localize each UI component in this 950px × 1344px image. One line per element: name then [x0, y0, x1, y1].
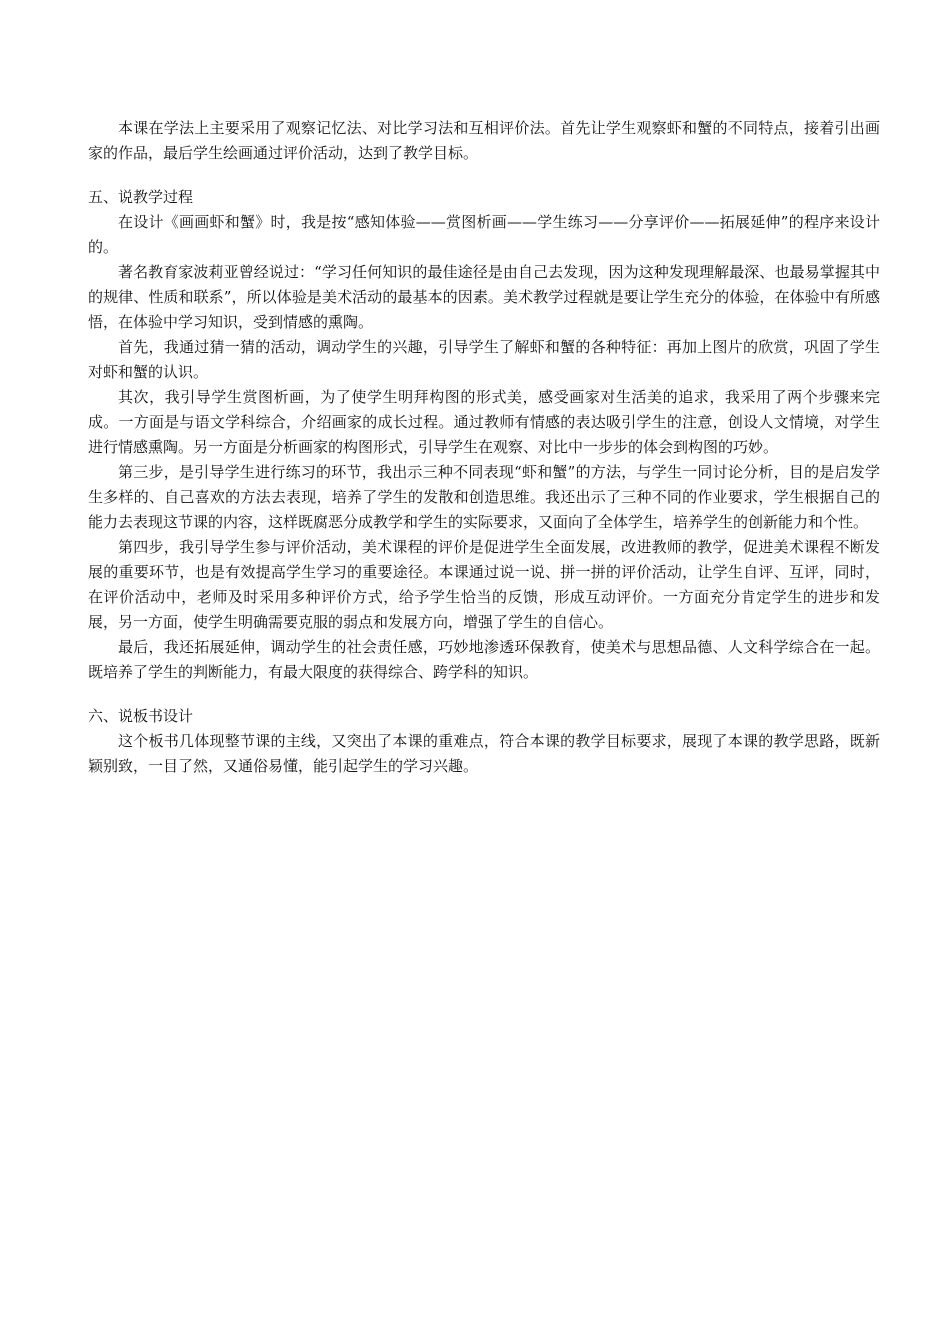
section5-paragraph-2: 著名教育家波莉亚曾经说过：“学习任何知识的最佳途径是由自己去发现，因为这种发现理解最深、也最易掌握其中的规律、性质和联系”，所以体验是美术活动的最基本的因素。美术教学过程就是要让学生充分的体验，在体验中有所感悟，在体验中学习知识，受到情感的熏陶。: [88, 263, 880, 331]
section5-paragraph-5: 第三步，是引导学生进行练习的环节，我出示三种不同表现“虾和蟹”的方法，与学生一同讨论分析，目的是启发学生多样的、自己喜欢的方法去表现，培养了学生的发散和创造思维。我还出示了三种不同的作业要求，学生根据自己的能力去表现这节课的内容，这样既腐恶分成教学和学生的实际要求，又面向了全体学生，培养学生的创新能力和个性。: [88, 463, 880, 531]
section5-paragraph-3: 首先，我通过猜一猜的活动，调动学生的兴趣，引导学生了解虾和蟹的各种特征：再加上图片的欣赏，巩固了学生对虾和蟹的认识。: [88, 338, 880, 381]
section6-paragraph-1: 这个板书几体现整节课的主线，又突出了本课的重难点，符合本课的教学目标要求，展现了本课的教学思路，既新颖别致，一目了然，又通俗易懂，能引起学生的学习兴趣。: [88, 732, 880, 775]
section5-heading: 五、说教学过程: [88, 188, 194, 206]
section5-paragraph-7: 最后，我还拓展延伸，调动学生的社会责任感，巧妙地渗透环保教育，使美术与思想品德、人文科学综合在一起。既培养了学生的判断能力，有最大限度的获得综合、跨学科的知识。: [88, 638, 880, 681]
section6-heading: 六、说板书设计: [88, 707, 194, 725]
intro-paragraph: 本课在学法上主要采用了观察记忆法、对比学习法和互相评价法。首先让学生观察虾和蟹的不同特点，接着引出画家的作品，最后学生绘画通过评价活动，达到了教学目标。: [88, 119, 880, 162]
document-page: [88, 116, 880, 779]
section-gap: [88, 166, 880, 185]
section-gap: [88, 685, 880, 704]
section5-paragraph-6: 第四步，我引导学生参与评价活动，美术课程的评价是促进学生全面发展，改进教师的教学，促进美术课程不断发展的重要环节，也是有效提高学生学习的重要途径。本课通过说一说、拼一拼的评价活动，让学生自评、互评，同时，在评价活动中，老师及时采用多种评价方式，给予学生恰当的反馈，形成互动评价。一方面充分肯定学生的进步和发展，另一方面，使学生明确需要克服的弱点和发展方向，增强了学生的自信心。: [88, 538, 880, 631]
section5-paragraph-1: 在设计《画画虾和蟹》时，我是按“感知体验——赏图析画——学生练习——分享评价——拓展延伸”的程序来设计的。: [88, 213, 880, 256]
section5-paragraph-4: 其次，我引导学生赏图析画，为了使学生明拜构图的形式美，感受画家对生活美的追求，我采用了两个步骤来完成。一方面是与语文学科综合，介绍画家的成长过程。通过教师有情感的表达吸引学生的注意，创设人文情境，对学生进行情感熏陶。另一方面是分析画家的构图形式，引导学生在观察、对比中一步步的体会到构图的巧妙。: [88, 388, 880, 456]
